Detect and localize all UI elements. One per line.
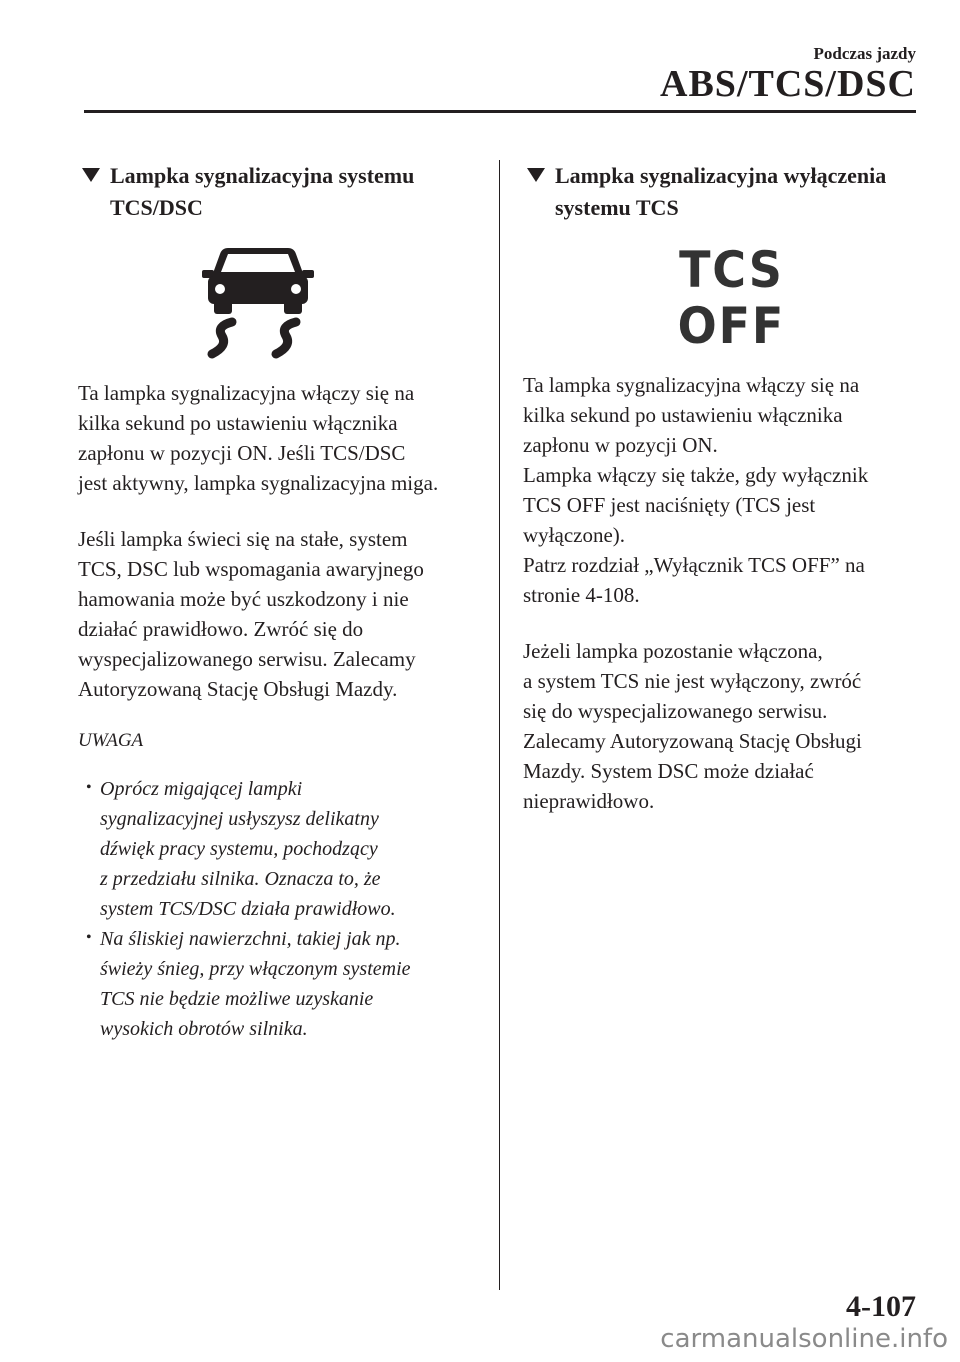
text-line: nieprawidłowo. xyxy=(523,789,655,813)
watermark: carmanualsonline.info xyxy=(660,1324,948,1354)
text-line: działać prawidłowo. Zwróć się do xyxy=(78,617,364,641)
text-line: kilka sekund po ustawieniu włącznika xyxy=(523,403,843,427)
text-line: a system TCS nie jest wyłączony, zwróć xyxy=(523,669,862,693)
tcs-off-icon-line: TCS xyxy=(679,241,784,299)
tcs-off-indicator xyxy=(523,242,918,354)
note-item xyxy=(86,924,478,1044)
text-line: Mazdy. System DSC może działać xyxy=(523,759,814,783)
text-line: się do wyspecjalizowanego serwisu. xyxy=(523,699,828,723)
tcs-dsc-paragraph-2 xyxy=(78,524,478,704)
column-divider xyxy=(499,160,500,1290)
text-line: Patrz rozdział „Wyłącznik TCS OFF” na xyxy=(523,553,865,577)
heading-line: systemu TCS xyxy=(555,195,679,220)
left-column xyxy=(78,160,478,1044)
note-list xyxy=(78,774,478,1044)
text-line: kilka sekund po ustawieniu włącznika xyxy=(78,411,398,435)
tcs-dsc-paragraph-1 xyxy=(78,378,478,498)
heading-line: Lampka sygnalizacyjna wyłączenia xyxy=(555,163,887,188)
text-line: Ta lampka sygnalizacyjna włączy się na xyxy=(78,381,415,405)
heading-line: Lampka sygnalizacyjna systemu xyxy=(110,163,415,188)
note-item xyxy=(86,774,478,924)
tcs-off-heading xyxy=(523,160,918,224)
text-line: Na śliskiej nawierzchni, takiej jak np. xyxy=(100,928,401,950)
text-line: TCS, DSC lub wspomagania awaryjnego xyxy=(78,557,424,581)
text-line: system TCS/DSC działa prawidłowo. xyxy=(100,898,396,920)
text-line: z przedziału silnika. Oznacza to, że xyxy=(100,868,381,890)
page-number: 4-107 xyxy=(846,1290,916,1323)
text-line: dźwięk pracy systemu, pochodzący xyxy=(100,838,378,860)
tcs-dsc-skid-car-icon xyxy=(198,242,318,362)
running-header-section: Podczas jazdy xyxy=(813,44,916,63)
text-line: zapłonu w pozycji ON. xyxy=(523,433,718,457)
running-header-chapter: ABS/TCS/DSC xyxy=(660,63,916,105)
text-line: TCS OFF jest naciśnięty (TCS jest xyxy=(523,493,816,517)
text-line: stronie 4-108. xyxy=(523,583,640,607)
bullet-icon: • xyxy=(86,929,92,946)
text-line: sygnalizacyjnej usłyszysz delikatny xyxy=(100,808,379,830)
text-line: Ta lampka sygnalizacyjna włączy się na xyxy=(523,373,860,397)
note-title: UWAGA xyxy=(78,730,144,751)
heading-line: TCS/DSC xyxy=(110,195,203,220)
text-line: zapłonu w pozycji ON. Jeśli TCS/DSC xyxy=(78,441,406,465)
text-line: Lampka włączy się także, gdy wyłącznik xyxy=(523,463,869,487)
bullet-icon: • xyxy=(86,779,92,796)
text-line: hamowania może być uszkodzony i nie xyxy=(78,587,409,611)
text-line: Zalecamy Autoryzowaną Stację Obsługi xyxy=(523,729,862,753)
text-line: Jeśli lampka świeci się na stałe, system xyxy=(78,527,408,551)
text-line: Jeżeli lampka pozostanie włączona, xyxy=(523,639,823,663)
text-line: wysokich obrotów silnika. xyxy=(100,1018,308,1040)
header-rule xyxy=(84,110,916,113)
text-line: wyspecjalizowanego serwisu. Zalecamy xyxy=(78,647,416,671)
tcs-off-paragraph-2 xyxy=(523,636,918,816)
tcs-dsc-heading xyxy=(78,160,478,224)
text-line: jest aktywny, lampka sygnalizacyjna miga. xyxy=(78,471,439,495)
tcs-dsc-indicator xyxy=(78,242,478,362)
triangle-marker-icon xyxy=(527,168,545,182)
triangle-marker-icon xyxy=(82,168,100,182)
right-column xyxy=(523,160,918,842)
tcs-off-icon xyxy=(678,242,785,354)
tcs-off-paragraph-1 xyxy=(523,370,918,610)
text-line: Autoryzowaną Stację Obsługi Mazdy. xyxy=(78,677,398,701)
tcs-off-icon-line: OFF xyxy=(677,297,786,355)
text-line: świeży śnieg, przy włączonym systemie xyxy=(100,958,411,980)
text-line: TCS nie będzie możliwe uzyskanie xyxy=(100,988,374,1010)
text-line: wyłączone). xyxy=(523,523,626,547)
text-line: Oprócz migającej lampki xyxy=(100,778,303,800)
